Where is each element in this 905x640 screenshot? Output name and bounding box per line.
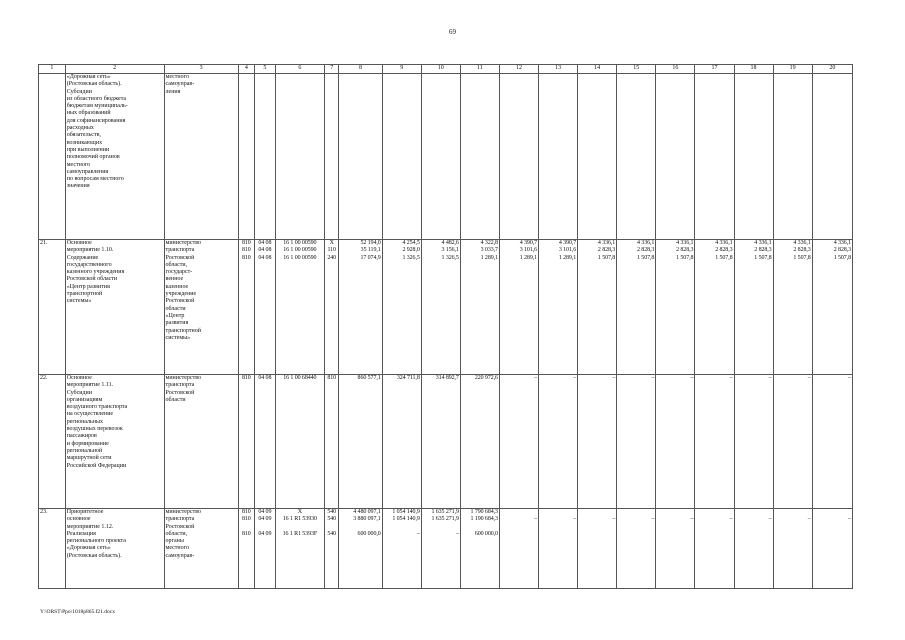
amount-cell <box>499 240 538 375</box>
code-value: 16 1 00 68440 <box>283 375 317 381</box>
code-value: 810 <box>241 240 251 246</box>
amount-value: 1 054 140,9 <box>392 516 420 523</box>
amount-value: 4 336,1 <box>793 240 811 246</box>
amount-cell <box>773 240 812 375</box>
amount-value: 2 928,0 <box>402 247 420 254</box>
budget-table <box>38 64 853 589</box>
amount-value: – <box>807 375 811 381</box>
column-number: 9 <box>382 65 421 74</box>
amount-value: 2 828,3 <box>793 247 811 254</box>
measure-name: Основное мероприятие 1.10. Содержание государственного казенного учреждения Ростовской области «Центр развития транспортной системы» <box>65 240 164 375</box>
classification-code-cell <box>255 74 276 240</box>
page-number: 69 <box>449 28 456 36</box>
classification-code-cell <box>275 509 324 589</box>
amount-cell <box>734 375 773 509</box>
executor-name: министерство транспорта Ростовской области <box>164 375 238 509</box>
column-number: 11 <box>460 65 499 74</box>
amount-value: 2 828,3 <box>597 247 616 254</box>
amount-value <box>814 509 851 516</box>
code-value: 04 09 <box>258 509 272 515</box>
classification-code-cell <box>255 375 276 509</box>
amount-value <box>657 531 693 538</box>
amount-value <box>814 531 851 538</box>
amount-value: – <box>573 516 577 523</box>
amount-value: – <box>416 530 420 537</box>
amount-value: 220 972,6 <box>474 375 498 381</box>
amount-cell <box>539 240 578 375</box>
code-value: X <box>297 509 302 515</box>
amount-value <box>775 509 811 516</box>
amount-cell <box>656 375 695 509</box>
amount-cell <box>499 74 538 240</box>
code-value: 240 <box>327 254 337 261</box>
amount-value: – <box>729 516 733 523</box>
amount-value: 1 635 271,9 <box>431 516 459 523</box>
amount-value: 600 000,0 <box>357 530 381 537</box>
code-value: 810 <box>241 509 251 515</box>
table-row <box>39 509 853 589</box>
amount-cell <box>812 509 852 589</box>
amount-value: 1 289,1 <box>519 254 538 261</box>
amount-cell <box>421 240 460 375</box>
column-number: 16 <box>656 65 695 74</box>
amount-value: 35 119,1 <box>360 247 381 254</box>
row-number: 21. <box>39 240 66 375</box>
amount-value: – <box>612 375 616 381</box>
column-number: 18 <box>734 65 773 74</box>
amount-value <box>775 531 811 538</box>
column-number: 12 <box>499 65 538 74</box>
classification-code-cell <box>325 509 339 589</box>
amount-value <box>579 531 615 538</box>
amount-value: 2 828,3 <box>715 247 733 254</box>
amount-value: 4 336,1 <box>637 240 655 246</box>
code-value: 04 08 <box>258 240 272 246</box>
amount-value: 3 101,6 <box>519 247 538 254</box>
amount-value: 1 507,8 <box>833 254 851 261</box>
code-value: 810 <box>241 516 251 523</box>
amount-cell <box>734 509 773 589</box>
amount-value: 2 828,3 <box>833 247 851 254</box>
amount-value: 4 336,1 <box>833 240 851 246</box>
amount-cell <box>460 240 499 375</box>
classification-code-cell <box>325 375 339 509</box>
amount-cell <box>382 375 421 509</box>
classification-code-cell <box>325 74 339 240</box>
code-value: 16 1 00 00590 <box>283 247 317 254</box>
code-value: 810 <box>241 375 251 381</box>
amount-value: 2 828,3 <box>637 247 655 254</box>
classification-code-cell <box>275 74 324 240</box>
code-value: 04 08 <box>258 375 272 381</box>
amount-value: – <box>455 530 459 537</box>
code-value: 16 1 00 00590 <box>283 240 317 246</box>
amount-value: – <box>768 516 772 523</box>
column-number: 17 <box>695 65 734 74</box>
column-number: 8 <box>339 65 382 74</box>
amount-value: – <box>612 516 616 523</box>
amount-cell <box>460 509 499 589</box>
amount-value: – <box>807 516 811 523</box>
amount-value: – <box>690 375 694 381</box>
amount-value <box>696 509 732 516</box>
code-value: 540 <box>327 530 337 537</box>
amount-cell <box>421 74 460 240</box>
row-number: 22. <box>39 375 66 509</box>
code-value: 810 <box>241 254 251 261</box>
row-number <box>39 74 66 240</box>
executor-name: местного самоуправ- ления <box>164 74 238 240</box>
code-value: 110 <box>327 247 336 254</box>
code-value: X <box>329 240 334 246</box>
amount-value <box>696 531 732 538</box>
table-row <box>39 375 853 509</box>
row-number: 23. <box>39 509 66 589</box>
classification-code-cell <box>325 240 339 375</box>
code-value: 810 <box>241 247 251 254</box>
amount-cell <box>382 74 421 240</box>
executor-name: министерство транспорта Ростовской области, государст- венное казенное учреждение Ростовской области «Центр развития транспортной системы» <box>164 240 238 375</box>
amount-value: 1 507,8 <box>637 254 655 261</box>
column-number: 6 <box>275 65 324 74</box>
column-number: 14 <box>578 65 617 74</box>
amount-value: 4 482,6 <box>441 240 459 246</box>
classification-code-cell <box>238 74 254 240</box>
code-value: 16 1 00 00590 <box>283 254 317 261</box>
amount-value <box>618 531 654 538</box>
code-value: 16 1 R1 53930 <box>282 516 317 523</box>
amount-cell <box>695 74 734 240</box>
amount-cell <box>578 375 617 509</box>
amount-value: 17 074,9 <box>360 254 381 261</box>
column-number: 7 <box>325 65 339 74</box>
amount-value: – <box>651 375 655 381</box>
amount-cell <box>578 509 617 589</box>
amount-value <box>501 509 537 516</box>
amount-cell <box>617 240 656 375</box>
amount-value: 314 892,7 <box>435 375 459 381</box>
amount-value: 52 194,0 <box>360 240 381 246</box>
amount-value: – <box>534 516 538 523</box>
amount-cell <box>382 240 421 375</box>
amount-cell <box>656 509 695 589</box>
amount-value: 1 289,1 <box>480 254 498 261</box>
column-number: 20 <box>812 65 852 74</box>
classification-code-cell <box>275 240 324 375</box>
code-value: 04 08 <box>258 247 272 254</box>
amount-value: 4 336,1 <box>715 240 733 246</box>
code-value: 04 08 <box>258 254 272 261</box>
amount-cell <box>421 509 460 589</box>
amount-cell <box>734 240 773 375</box>
amount-cell <box>578 240 617 375</box>
classification-code-cell <box>275 375 324 509</box>
code-value: 04 09 <box>258 530 272 537</box>
amount-value: 2 828,3 <box>676 247 694 254</box>
amount-cell <box>773 375 812 509</box>
amount-value: 4 390,7 <box>558 240 577 246</box>
amount-value: – <box>573 375 577 381</box>
amount-cell <box>578 74 617 240</box>
amount-value: 1 790 684,3 <box>470 509 498 515</box>
column-number: 4 <box>238 65 254 74</box>
amount-cell <box>695 240 734 375</box>
column-number: 15 <box>617 65 656 74</box>
amount-value: 1 054 140,9 <box>392 509 420 515</box>
file-path-footer: Y:\ORST\Ppo\1018p865.f21.docx <box>40 609 115 615</box>
amount-cell <box>773 74 812 240</box>
amount-cell <box>339 509 382 589</box>
amount-value: – <box>848 516 851 523</box>
amount-value: 1 326,5 <box>441 254 459 261</box>
classification-code-cell <box>255 240 276 375</box>
amount-cell <box>499 375 538 509</box>
classification-code-cell <box>238 240 254 375</box>
amount-value: 3 101,6 <box>558 247 577 254</box>
amount-cell <box>656 240 695 375</box>
column-number: 13 <box>539 65 578 74</box>
amount-cell <box>460 74 499 240</box>
amount-cell <box>539 74 578 240</box>
amount-value: 2 828,3 <box>754 247 772 254</box>
column-number: 2 <box>65 65 164 74</box>
amount-cell <box>539 375 578 509</box>
amount-cell <box>617 375 656 509</box>
code-value: 04 09 <box>258 516 272 523</box>
amount-value: 600 000,0 <box>474 530 498 537</box>
amount-cell <box>539 509 578 589</box>
measure-name: «Дорожная сеть» (Ростовская область). Субсидии из областного бюджета бюджетам муниципаль- ных образований для софинансирования расходных обязательств, возникающих при выполнении полномочий органов местного самоуправления по вопросам местного значения <box>65 74 164 240</box>
measure-name: Приоритетное основное мероприятие 1.12. Реализация регионального проекта «Дорожная сеть» (Ростовская область). <box>65 509 164 589</box>
column-number: 1 <box>39 65 66 74</box>
amount-value: 4 254,5 <box>402 240 420 246</box>
executor-name: министерство транспорта Ростовской области, органы местного самоуправ- <box>164 509 238 589</box>
amount-value: 4 336,1 <box>754 240 772 246</box>
amount-cell <box>339 240 382 375</box>
amount-value <box>579 509 615 516</box>
amount-value <box>657 509 693 516</box>
amount-cell <box>617 509 656 589</box>
table-row <box>39 240 853 375</box>
amount-value: 4 336,1 <box>676 240 694 246</box>
amount-cell <box>695 509 734 589</box>
code-value: 810 <box>241 530 251 537</box>
measure-name: Основное мероприятие 1.11. Субсидии организациям воздушного транспорта на осуществление региональных воздушных перевозок пассажиров и формирование региональной маршрутной сети Российской Федерации <box>65 375 164 509</box>
amount-value: 1 507,8 <box>597 254 616 261</box>
amount-cell <box>421 375 460 509</box>
amount-cell <box>339 74 382 240</box>
amount-cell <box>812 240 852 375</box>
amount-cell <box>734 74 773 240</box>
code-value: 540 <box>327 509 337 515</box>
amount-value: – <box>690 516 694 523</box>
amount-value <box>540 531 576 538</box>
amount-value: 1 289,1 <box>558 254 577 261</box>
code-value: 810 <box>327 375 337 381</box>
amount-cell <box>773 509 812 589</box>
amount-value: 1 190 684,3 <box>470 516 498 523</box>
code-value: 16 1 R1 5393F <box>282 530 318 537</box>
amount-cell <box>812 74 852 240</box>
amount-value: – <box>651 516 655 523</box>
amount-cell <box>382 509 421 589</box>
amount-value: 4 336,1 <box>597 240 616 246</box>
amount-value <box>540 509 576 516</box>
amount-value: 1 507,8 <box>715 254 733 261</box>
amount-value: 1 507,8 <box>754 254 772 261</box>
table-row <box>39 74 853 240</box>
column-number: 19 <box>773 65 812 74</box>
classification-code-cell <box>255 509 276 589</box>
classification-code-cell <box>238 375 254 509</box>
amount-cell <box>499 509 538 589</box>
amount-value: 4 390,7 <box>519 240 538 246</box>
amount-value: 860 577,1 <box>357 375 381 381</box>
amount-cell <box>617 74 656 240</box>
amount-value: 3 880 097,1 <box>353 516 381 523</box>
amount-cell <box>656 74 695 240</box>
column-number-row <box>39 65 853 74</box>
amount-cell <box>812 375 852 509</box>
column-number: 5 <box>255 65 276 74</box>
amount-value: – <box>848 375 851 381</box>
amount-value <box>501 531 537 538</box>
amount-value: 324 711,8 <box>396 375 420 381</box>
code-value: 540 <box>327 516 337 523</box>
amount-value: 4 322,8 <box>480 240 498 246</box>
amount-value: – <box>729 375 733 381</box>
amount-cell <box>460 375 499 509</box>
amount-value: – <box>534 375 538 381</box>
amount-value: 1 326,5 <box>402 254 420 261</box>
amount-value: 3 033,7 <box>480 247 498 254</box>
amount-value: 1 507,8 <box>676 254 694 261</box>
classification-code-cell <box>238 509 254 589</box>
amount-value <box>736 509 772 516</box>
amount-value: – <box>768 375 772 381</box>
amount-value: 3 156,1 <box>441 247 459 254</box>
amount-value <box>618 509 654 516</box>
amount-value: 4 480 097,1 <box>353 509 381 515</box>
amount-value: 1 635 271,9 <box>431 509 459 515</box>
column-number: 10 <box>421 65 460 74</box>
amount-cell <box>339 375 382 509</box>
amount-value: 1 507,8 <box>793 254 811 261</box>
amount-cell <box>695 375 734 509</box>
column-number: 3 <box>164 65 238 74</box>
amount-value <box>736 531 772 538</box>
